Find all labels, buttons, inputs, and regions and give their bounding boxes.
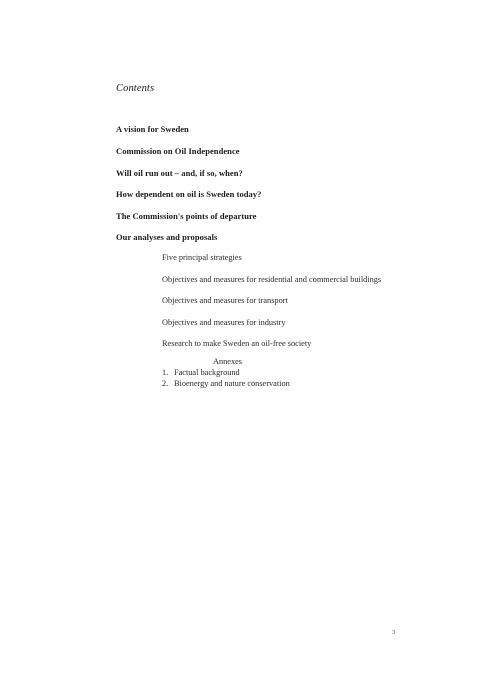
annexes-heading: Annexes: [213, 357, 243, 366]
contents-title: Contents: [116, 83, 155, 94]
toc-subitem-buildings: Objectives and measures for residential and commercial buildings: [162, 275, 382, 284]
toc-subitem-strategies: Five principal strategies: [162, 253, 242, 262]
toc-item-analyses: Our analyses and proposals: [116, 232, 218, 242]
toc-subitem-research: Research to make Sweden an oil-free society: [162, 339, 312, 348]
toc-item-points-of-departure: The Commission's points of departure: [116, 211, 257, 221]
page-number: 3: [392, 629, 396, 636]
annex-number: 1.: [162, 368, 169, 377]
toc-item-vision: A vision for Sweden: [116, 124, 189, 134]
toc-subitem-transport: Objectives and measures for transport: [162, 296, 288, 305]
toc-subitem-industry: Objectives and measures for industry: [162, 318, 286, 327]
annex-label: Factual background: [174, 368, 240, 377]
annex-item: [0, 379, 482, 391]
annex-label: Bioenergy and nature conservation: [174, 379, 290, 388]
toc-item-oil-run-out: Will oil run out – and, if so, when?: [116, 168, 243, 178]
annex-number: 2.: [162, 379, 169, 388]
toc-item-commission: Commission on Oil Independence: [116, 146, 240, 156]
toc-item-dependence: How dependent on oil is Sweden today?: [116, 189, 262, 199]
